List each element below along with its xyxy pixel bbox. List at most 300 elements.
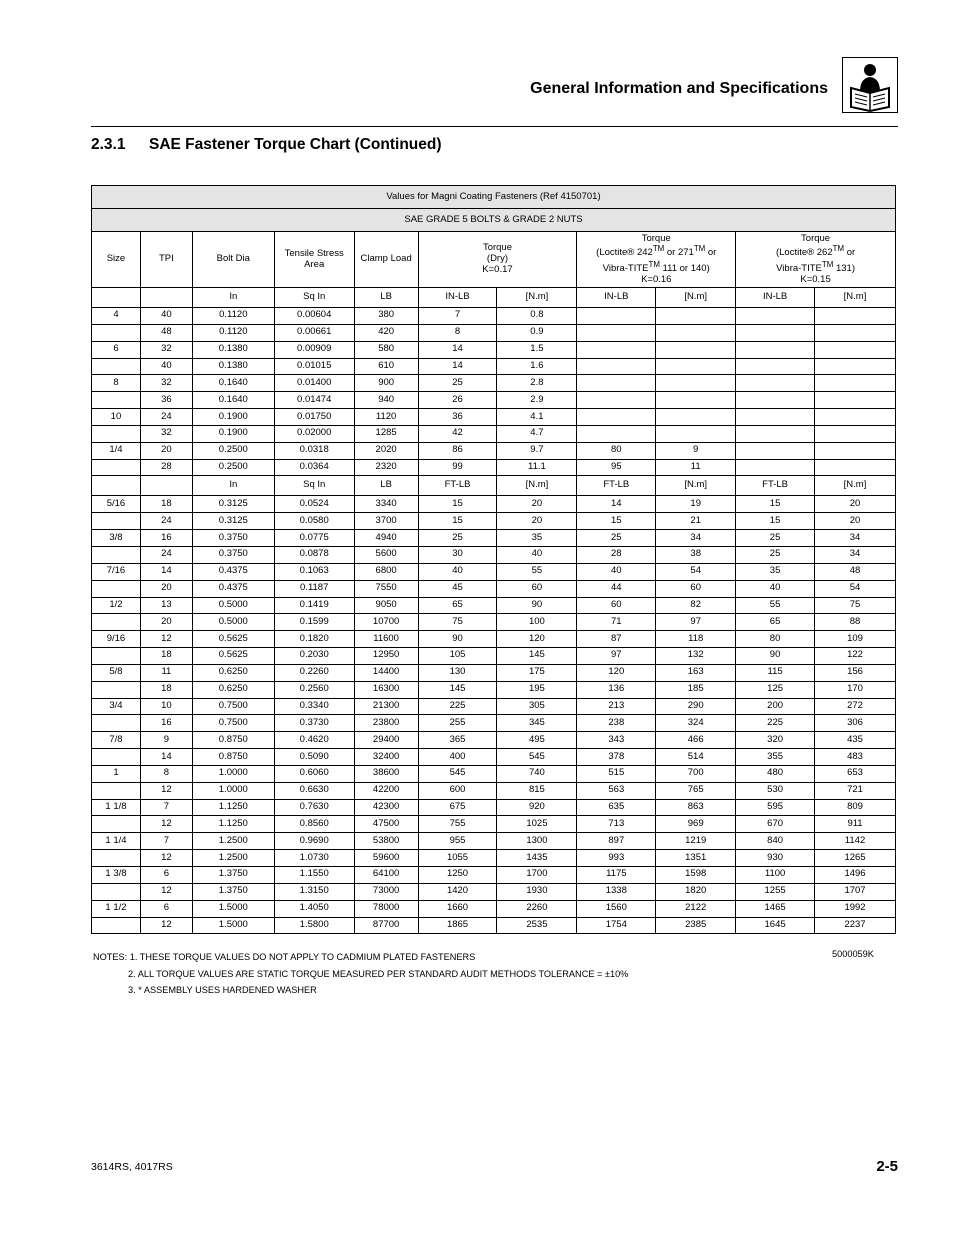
table-cell: 595 [736, 799, 815, 816]
table-cell: 0.4375 [192, 580, 274, 597]
table-cell: 20 [815, 496, 896, 513]
table-cell: 0.1900 [192, 425, 274, 442]
table-cell: 2.8 [497, 375, 577, 392]
table-cell [577, 425, 656, 442]
table-cell: 15 [418, 513, 497, 530]
table-cell: 7 [418, 308, 497, 325]
table-cell: 600 [418, 782, 497, 799]
table-cell: 900 [354, 375, 418, 392]
trademark-mark: TM [821, 259, 834, 269]
table-row [92, 917, 896, 934]
table-cell: 7550 [354, 580, 418, 597]
table-cell: 9.7 [497, 442, 577, 459]
table-cell: 105 [418, 648, 497, 665]
table-cell: 345 [497, 715, 577, 732]
table-cell: 545 [497, 749, 577, 766]
table-cell: 35 [736, 563, 815, 580]
table-cell: 530 [736, 782, 815, 799]
table-cell: 1100 [736, 867, 815, 884]
table-cell: 1.1550 [274, 867, 354, 884]
table-cell: 11 [140, 664, 192, 681]
table-cell: 1300 [497, 833, 577, 850]
table-cell: 670 [736, 816, 815, 833]
manual-reader-icon [842, 57, 898, 113]
table-cell [92, 476, 141, 496]
table-cell: 30 [418, 546, 497, 563]
table-cell: Sq In [274, 476, 354, 496]
table-cell: 0.4620 [274, 732, 354, 749]
table-cell: 132 [656, 648, 736, 665]
table-row [92, 631, 896, 648]
table-cell: 0.2500 [192, 442, 274, 459]
table-cell: 60 [577, 597, 656, 614]
table-cell [815, 341, 896, 358]
table-cell: 0.1063 [274, 563, 354, 580]
table-cell: 0.3125 [192, 496, 274, 513]
table-cell: 80 [736, 631, 815, 648]
table-cell: 0.1419 [274, 597, 354, 614]
table-cell: 45 [418, 580, 497, 597]
table-cell: 0.3750 [192, 530, 274, 547]
table-cell: 1.3750 [192, 883, 274, 900]
table-cell: 1496 [815, 867, 896, 884]
table-cell: 635 [577, 799, 656, 816]
table-cell: 897 [577, 833, 656, 850]
table-cell: 20 [497, 513, 577, 530]
table-cell [92, 580, 141, 597]
table-cell: 1 1/8 [92, 799, 141, 816]
table-cell: 1351 [656, 850, 736, 867]
col-header-torque-loctite-262 [736, 232, 896, 288]
header-text: (Loctite® 242 [596, 247, 653, 259]
table-cell: 40 [736, 580, 815, 597]
table-cell: 53800 [354, 833, 418, 850]
header-line [736, 260, 895, 275]
table-cell: 145 [418, 681, 497, 698]
table-cell: 16 [140, 715, 192, 732]
table-cell: 12 [140, 816, 192, 833]
col-header-torque-loctite-242 [577, 232, 736, 288]
table-row [92, 867, 896, 884]
table-cell: 0.3730 [274, 715, 354, 732]
table-cell: 0.2030 [274, 648, 354, 665]
table-cell: 18 [140, 681, 192, 698]
table-cell: 5600 [354, 546, 418, 563]
table-cell: 940 [354, 392, 418, 409]
table-cell: 20 [815, 513, 896, 530]
table-cell: 2320 [354, 459, 418, 476]
table-cell: 86 [418, 442, 497, 459]
header-text: or [844, 247, 856, 259]
col-header-tpi: TPI [140, 232, 192, 288]
table-cell: 7/8 [92, 732, 141, 749]
table-cell: 0.6060 [274, 765, 354, 782]
table-cell: 118 [656, 631, 736, 648]
table-cell: 0.01750 [274, 409, 354, 426]
table-cell: 60 [497, 580, 577, 597]
table-cell: [N.m] [815, 476, 896, 496]
table-cell: 1142 [815, 833, 896, 850]
table-cell: 109 [815, 631, 896, 648]
table-cell: 136 [577, 681, 656, 698]
table-cell: 1.1250 [192, 816, 274, 833]
table-cell: 18 [140, 496, 192, 513]
table-cell: 272 [815, 698, 896, 715]
table-cell: 355 [736, 749, 815, 766]
table-row [92, 850, 896, 867]
table-cell: 11.1 [497, 459, 577, 476]
table-cell: 0.01400 [274, 375, 354, 392]
table-cell: 2020 [354, 442, 418, 459]
table-cell: 73000 [354, 883, 418, 900]
table-cell: 1175 [577, 867, 656, 884]
table-cell: 90 [736, 648, 815, 665]
table-row [92, 530, 896, 547]
table-cell: 365 [418, 732, 497, 749]
footer-models: 3614RS, 4017RS [91, 1161, 173, 1173]
table-cell: 400 [418, 749, 497, 766]
table-cell [815, 375, 896, 392]
table-cell: 1820 [656, 883, 736, 900]
header-line [577, 260, 735, 275]
table-cell: 466 [656, 732, 736, 749]
header-line: Torque [641, 232, 671, 244]
table-cell: 42300 [354, 799, 418, 816]
table-cell: 36 [418, 409, 497, 426]
table-cell: 1/4 [92, 442, 141, 459]
table-cell: FT-LB [736, 476, 815, 496]
table-cell: 0.00661 [274, 324, 354, 341]
table-cell: 25 [418, 375, 497, 392]
table-cell: 9050 [354, 597, 418, 614]
trademark-mark: TM [832, 244, 845, 254]
table-row [92, 597, 896, 614]
table-cell: 32 [140, 375, 192, 392]
table-row [92, 681, 896, 698]
table-cell: 3/8 [92, 530, 141, 547]
table-cell: 24 [140, 409, 192, 426]
table-cell: 5/8 [92, 664, 141, 681]
header-line: Torque [801, 232, 831, 244]
table-cell: 0.00604 [274, 308, 354, 325]
table-cell: 580 [354, 341, 418, 358]
table-cell: 10700 [354, 614, 418, 631]
table-cell: 0.6250 [192, 664, 274, 681]
table-cell: 0.0364 [274, 459, 354, 476]
table-cell: 48 [140, 324, 192, 341]
table-cell: 54 [656, 563, 736, 580]
table-cell: 1420 [418, 883, 497, 900]
table-cell: 5/16 [92, 496, 141, 513]
header-line: K=0.17 [482, 263, 513, 275]
table-cell: 44 [577, 580, 656, 597]
table-cell [577, 358, 656, 375]
table-cell: 40 [497, 546, 577, 563]
table-cell: 306 [815, 715, 896, 732]
table-cell: 21 [656, 513, 736, 530]
header-line: Torque [482, 242, 512, 254]
table-cell: 1.3750 [192, 867, 274, 884]
table-row [92, 648, 896, 665]
table-cell [656, 341, 736, 358]
table-cell: 20 [497, 496, 577, 513]
table-cell: 1/2 [92, 597, 141, 614]
table-cell: 255 [418, 715, 497, 732]
col-header-torque-dry [418, 232, 577, 288]
table-row [92, 546, 896, 563]
table-cell: 99 [418, 459, 497, 476]
table-cell: 54 [815, 580, 896, 597]
table-cell: 0.0580 [274, 513, 354, 530]
table-cell: 13 [140, 597, 192, 614]
table-cell: 15 [577, 513, 656, 530]
table-cell: 2535 [497, 917, 577, 934]
table-cell: 1560 [577, 900, 656, 917]
table-cell: 12 [140, 850, 192, 867]
table-cell [815, 409, 896, 426]
table-cell: 6 [92, 341, 141, 358]
table-cell: 1.0730 [274, 850, 354, 867]
table-cell: IN-LB [418, 288, 497, 308]
table-cell: 0.8560 [274, 816, 354, 833]
table-cell: 75 [418, 614, 497, 631]
table-cell: 1700 [497, 867, 577, 884]
table-row [92, 563, 896, 580]
table-cell: 185 [656, 681, 736, 698]
table-cell: 0.1380 [192, 341, 274, 358]
table-cell: [N.m] [656, 476, 736, 496]
table-cell [656, 375, 736, 392]
table-cell: 3700 [354, 513, 418, 530]
table-cell: 21300 [354, 698, 418, 715]
table-cell: 0.0775 [274, 530, 354, 547]
table-cell: 145 [497, 648, 577, 665]
table-cell [92, 392, 141, 409]
header-text: (Loctite® 262 [775, 247, 833, 259]
page-header-title: General Information and Specifications [530, 80, 828, 97]
table-cell: 8 [140, 765, 192, 782]
table-cell: 100 [497, 614, 577, 631]
table-cell: 65 [418, 597, 497, 614]
table-cell: 2385 [656, 917, 736, 934]
table-row [92, 664, 896, 681]
table-row [92, 833, 896, 850]
table-cell: 4 [92, 308, 141, 325]
table-cell: 1 1/2 [92, 900, 141, 917]
table-cell: 809 [815, 799, 896, 816]
table-row [92, 324, 896, 341]
table-cell: 23800 [354, 715, 418, 732]
table-cell: 0.7500 [192, 715, 274, 732]
table-row [92, 341, 896, 358]
table-cell: 0.00909 [274, 341, 354, 358]
table-cell: 87 [577, 631, 656, 648]
table-cell: 125 [736, 681, 815, 698]
table-cell [815, 392, 896, 409]
table-cell: 32400 [354, 749, 418, 766]
table-cell: 1285 [354, 425, 418, 442]
table-cell: 320 [736, 732, 815, 749]
table-cell: 4940 [354, 530, 418, 547]
header-line [736, 244, 895, 259]
table-cell: 34 [815, 546, 896, 563]
table-cell: 0.02000 [274, 425, 354, 442]
table-cell [736, 442, 815, 459]
table-cell: 87700 [354, 917, 418, 934]
table-cell: 0.01015 [274, 358, 354, 375]
table-cell: 20 [140, 614, 192, 631]
table-cell: 1120 [354, 409, 418, 426]
units-row [92, 288, 896, 308]
table-cell [656, 392, 736, 409]
section-title-text: SAE Fastener Torque Chart (Continued) [149, 136, 442, 153]
table-cell: 28 [577, 546, 656, 563]
table-cell: 1865 [418, 917, 497, 934]
table-cell: 20 [140, 580, 192, 597]
table-cell [92, 782, 141, 799]
table-cell [656, 425, 736, 442]
table-cell: 495 [497, 732, 577, 749]
table-cell: 0.4375 [192, 563, 274, 580]
table-cell [736, 409, 815, 426]
table-cell: 60 [656, 580, 736, 597]
table-cell: 1.2500 [192, 833, 274, 850]
table-cell: 90 [497, 597, 577, 614]
table-cell [815, 425, 896, 442]
table-cell [140, 288, 192, 308]
table-cell: 721 [815, 782, 896, 799]
table-cell [656, 358, 736, 375]
table-cell [736, 459, 815, 476]
table-cell: 163 [656, 664, 736, 681]
table-cell: 122 [815, 648, 896, 665]
table-cell: 213 [577, 698, 656, 715]
table-cell: 545 [418, 765, 497, 782]
table-cell: 10 [140, 698, 192, 715]
table-cell: 12950 [354, 648, 418, 665]
table-row [92, 732, 896, 749]
table-cell: 32 [140, 425, 192, 442]
table-row [92, 425, 896, 442]
table-cell: 3/4 [92, 698, 141, 715]
table-cell: 12 [140, 631, 192, 648]
table-cell: 305 [497, 698, 577, 715]
table-cell: 0.1820 [274, 631, 354, 648]
table-cell: 911 [815, 816, 896, 833]
table-cell: FT-LB [577, 476, 656, 496]
table-cell: 34 [656, 530, 736, 547]
table-row [92, 496, 896, 513]
table-cell: 2122 [656, 900, 736, 917]
table-cell [736, 375, 815, 392]
header-line [577, 244, 735, 259]
table-cell: 65 [736, 614, 815, 631]
table-cell: 38600 [354, 765, 418, 782]
table-cell: 12 [140, 782, 192, 799]
table-cell: IN-LB [736, 288, 815, 308]
table-cell: 7 [140, 799, 192, 816]
table-cell: 1055 [418, 850, 497, 867]
table-cell: 1.2500 [192, 850, 274, 867]
table-cell [92, 425, 141, 442]
table-row [92, 358, 896, 375]
table-cell: 3340 [354, 496, 418, 513]
figure-code: 5000059K [832, 949, 874, 959]
table-cell: 15 [418, 496, 497, 513]
table-cell: 42200 [354, 782, 418, 799]
table-cell: 0.1599 [274, 614, 354, 631]
table-cell: 78000 [354, 900, 418, 917]
table-cell [577, 375, 656, 392]
table-row [92, 308, 896, 325]
table-row [92, 513, 896, 530]
table-cell [92, 614, 141, 631]
header-text: or [705, 247, 717, 259]
table-cell: 675 [418, 799, 497, 816]
table-cell: 0.8750 [192, 732, 274, 749]
table-cell: 10 [92, 409, 141, 426]
header-line: K=0.16 [641, 273, 672, 285]
table-cell: 35 [497, 530, 577, 547]
col-header-size: Size [92, 232, 141, 288]
table-row [92, 442, 896, 459]
table-cell: 12 [140, 883, 192, 900]
table-cell: 930 [736, 850, 815, 867]
table-cell: 0.5090 [274, 749, 354, 766]
table-cell: 514 [656, 749, 736, 766]
table-cell [92, 681, 141, 698]
table-cell: 120 [577, 664, 656, 681]
table-cell: 0.5625 [192, 648, 274, 665]
table-cell: 2237 [815, 917, 896, 934]
table-row [92, 392, 896, 409]
table-cell: 920 [497, 799, 577, 816]
table-cell: 11 [656, 459, 736, 476]
table-cell [815, 459, 896, 476]
table-cell: 2.9 [497, 392, 577, 409]
table-cell: IN-LB [577, 288, 656, 308]
table-cell [577, 409, 656, 426]
table-cell [815, 442, 896, 459]
table-cell: 16300 [354, 681, 418, 698]
table-cell [92, 358, 141, 375]
table-cell: 1660 [418, 900, 497, 917]
table-cell [92, 648, 141, 665]
table-cell: 59600 [354, 850, 418, 867]
table-cell: 2260 [497, 900, 577, 917]
table-cell: 653 [815, 765, 896, 782]
table-cell: 29400 [354, 732, 418, 749]
table-cell [736, 324, 815, 341]
table-cell: 0.1640 [192, 375, 274, 392]
table-cell: 7 [140, 833, 192, 850]
header-text: or 271 [664, 247, 694, 259]
table-cell: 378 [577, 749, 656, 766]
units-row [92, 476, 896, 496]
table-cell: 435 [815, 732, 896, 749]
table-cell: 156 [815, 664, 896, 681]
table-cell: 82 [656, 597, 736, 614]
table-cell: 47500 [354, 816, 418, 833]
table-cell [140, 476, 192, 496]
table-cell: 14 [577, 496, 656, 513]
table-cell: 1.6 [497, 358, 577, 375]
table-cell: 0.1900 [192, 409, 274, 426]
table-cell: 0.1120 [192, 308, 274, 325]
table-cell [656, 409, 736, 426]
table-cell [92, 513, 141, 530]
table-cell: 0.0318 [274, 442, 354, 459]
